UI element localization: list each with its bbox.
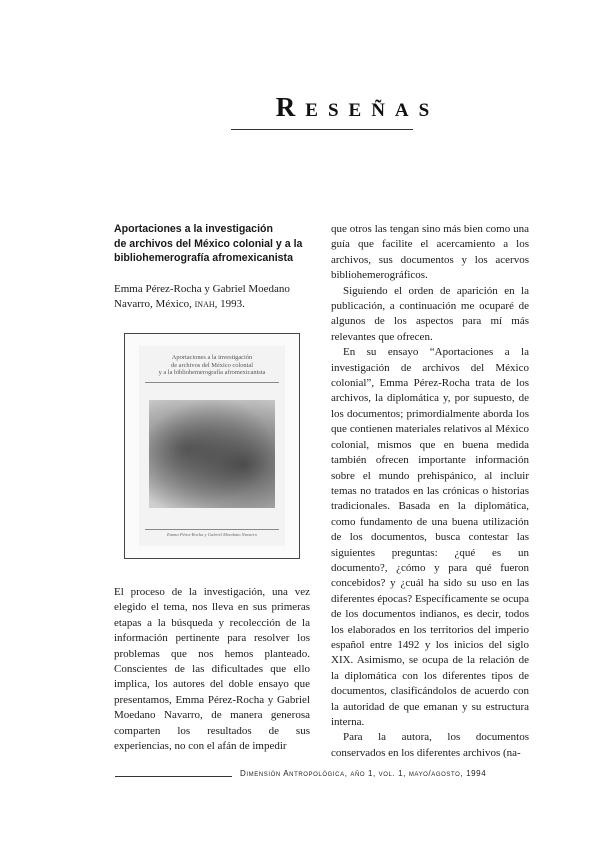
- footer-rule: [115, 776, 232, 777]
- cover-title-line: Aportaciones a la investigación: [171, 354, 253, 361]
- review-publisher: inah: [194, 298, 215, 311]
- cover-rule: [145, 529, 279, 530]
- footer-citation: Dimensión Antropológica, año 1, vol. 1, mayo/agosto, 1994: [240, 769, 487, 778]
- review-title-line: de archivos del México colonial y a la: [114, 237, 303, 250]
- cover-title-line: y a la bibliohemerografía afromexicanista: [158, 369, 266, 377]
- body-paragraph: En su ensayo “Aportaciones a la investigación de archivos del México colonial”, Emma Pérez-Rocha trata de los archivos, la diplomática y, por supuesto, de los documentos; primordialmente aborda los que contienen materiales relativos al México colonial, mismos que en buena medida también ofrecen importante información sobre el mundo prehispánico, al incluir temas no tratados en las crónicas o historias tradicionales. Basada en la diplomática, como fundamento de una buena utilización de los documentos, busca contestar las siguientes preguntas: ¿qué es un documento?, ¿cómo y para qué fueron concebidos? y ¿cuál ha sido su uso en las diferentes épocas? Específicamente se ocupa de los documentos indianos, es decir, todos los elaborados en los territorios del imperio español entre 1492 y los inicios del siglo XIX. Asimismo, se ocupa de la relación de la diplomática con los diferentes tipos de documentos, clasificándolos de acuerdo con la autoridad de que emanan y su estructura interna.: [331, 346, 529, 728]
- body-column-right: [331, 222, 529, 761]
- review-year: , 1993.: [214, 298, 245, 311]
- body-paragraph: El proceso de la investigación, una vez elegido el tema, nos lleva en sus primeras etapas a la búsqueda y recolección de la información pertinente para resolver los problemas que nos hemos planteado. Conscientes de las dificultades que ello implica, los autores del doble ensayo que presentamos, Emma Pérez-Rocha y Gabriel Moedano Navarro, de manera generosa comparten los resultados de sus experiencias, no con el afán de impedir: [114, 586, 310, 753]
- book-cover-figure: [124, 333, 300, 559]
- book-cover-image: [139, 346, 285, 546]
- body-paragraph: que otros las tengan sino más bien como una guía que facilite el acercamiento a los archivos, sus documentos y los acervos bibliohemerográficos.: [331, 223, 529, 282]
- cover-title-line: de archivos del México colonial: [171, 361, 253, 369]
- cover-artwork: [149, 400, 275, 508]
- review-title: [114, 222, 310, 266]
- section-title: Reseñas: [275, 92, 440, 122]
- review-title-line: bibliohemerografía afromexicanista: [114, 252, 293, 265]
- section-title-rule: [231, 129, 413, 130]
- review-column-left-top: [114, 222, 310, 313]
- review-reference: [114, 282, 310, 313]
- body-paragraph: Para la autora, los documentos conservados en los diferentes archivos (na-: [331, 731, 529, 759]
- cover-authors: Emma Pérez-Rocha y Gabriel Moedano Navarro: [166, 532, 258, 537]
- review-authors: Emma Pérez-Rocha y Gabriel Moedano Navarro, México,: [114, 282, 290, 311]
- cover-rule: [145, 382, 279, 383]
- body-column-left: [114, 585, 310, 754]
- review-title-line: Aportaciones a la investigación: [114, 223, 273, 235]
- body-paragraph: Siguiendo el orden de aparición en la publicación, a continuación me ocuparé de algunos de los aspectos para mí más relevantes que ofrecen.: [331, 284, 529, 343]
- cover-title: [143, 354, 281, 377]
